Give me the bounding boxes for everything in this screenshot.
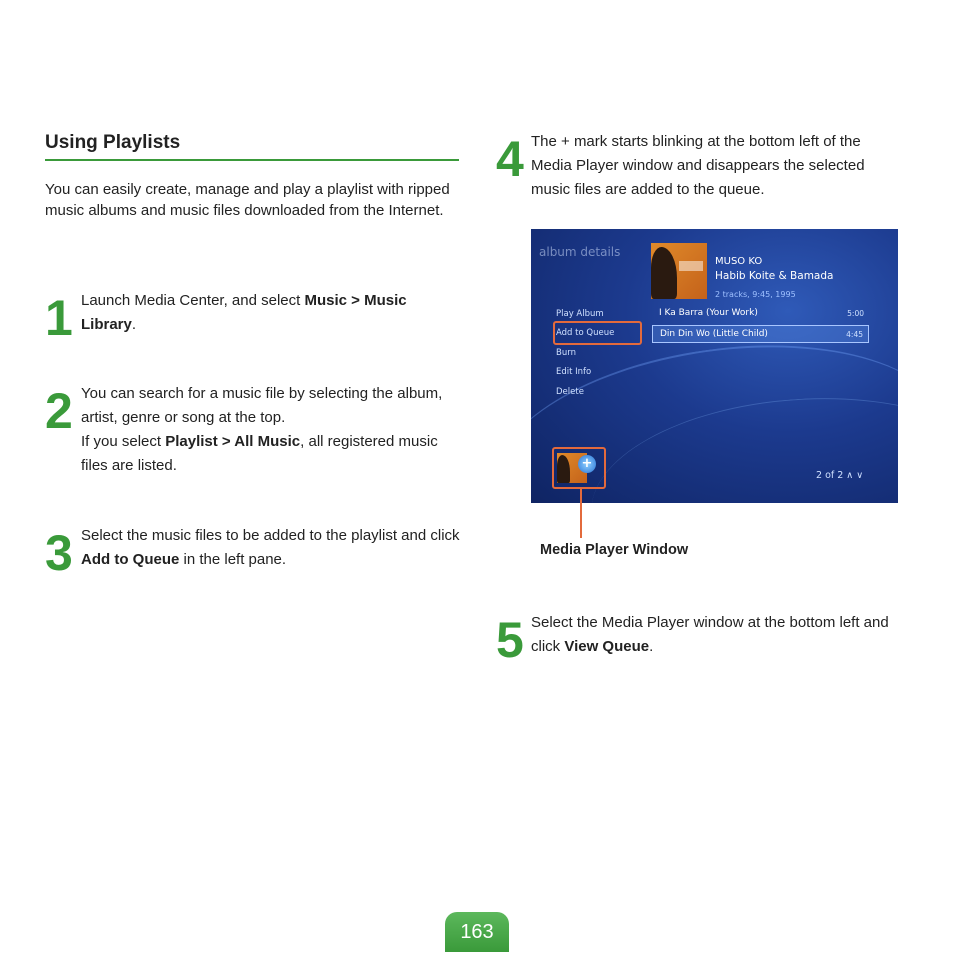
track-name: I Ka Barra (Your Work)	[659, 308, 758, 318]
step-3	[45, 526, 465, 586]
step-5	[496, 613, 916, 673]
step-number: 4	[496, 131, 523, 187]
menu-edit-info[interactable]: Edit Info	[556, 367, 592, 377]
step-text: Select the music files to be added to the playlist and click Add to Queue in the left pane.	[81, 527, 460, 568]
track-duration: 5:00	[847, 309, 864, 318]
track-name: Din Din Wo (Little Child)	[660, 329, 768, 339]
callout-line	[580, 488, 582, 538]
media-player-window[interactable]	[552, 447, 606, 489]
album-name: MUSO KO	[715, 256, 763, 267]
menu-burn[interactable]: Burn	[556, 348, 576, 358]
step-text: The + mark starts blinking at the bottom left of the Media Player window and disappears the selected music files are added to the queue.	[531, 133, 865, 198]
track-row-selected[interactable]	[652, 325, 869, 343]
screenshot-caption: Media Player Window	[540, 542, 689, 558]
step-number: 1	[45, 290, 72, 346]
album-artist: Habib Koite & Bamada	[715, 270, 834, 282]
menu-play-album[interactable]: Play Album	[556, 309, 604, 319]
track-row[interactable]	[652, 305, 869, 323]
album-meta: 2 tracks, 9:45, 1995	[715, 290, 796, 299]
step-4	[496, 132, 916, 212]
plus-icon: +	[578, 455, 596, 473]
step-2	[45, 384, 465, 484]
step-text: Launch Media Center, and select Music > Music Library.	[81, 292, 407, 333]
page-number: 163	[445, 912, 509, 952]
intro-paragraph: You can easily create, manage and play a playlist with ripped music albums and music files downloaded from the Internet.	[45, 181, 450, 219]
section-title: Using Playlists	[45, 132, 459, 161]
step-1	[45, 291, 465, 351]
step-number: 2	[45, 383, 72, 439]
step-text: Select the Media Player window at the bottom left and click View Queue.	[531, 614, 889, 655]
step-text: You can search for a music file by selecting the album, artist, genre or song at the top. If you select Playlist > All Music, all registered music files are listed.	[81, 385, 443, 474]
album-details-header: album details	[539, 245, 621, 259]
menu-add-to-queue[interactable]: Add to Queue	[556, 328, 615, 338]
add-to-queue-highlight	[553, 321, 642, 345]
pager[interactable]: 2 of 2 ∧ ∨	[816, 470, 864, 481]
media-center-screenshot	[531, 229, 898, 503]
album-art-image	[651, 243, 707, 299]
step-number: 3	[45, 525, 72, 581]
step-number: 5	[496, 612, 523, 668]
track-duration: 4:45	[846, 330, 863, 339]
menu-delete[interactable]: Delete	[556, 387, 584, 397]
